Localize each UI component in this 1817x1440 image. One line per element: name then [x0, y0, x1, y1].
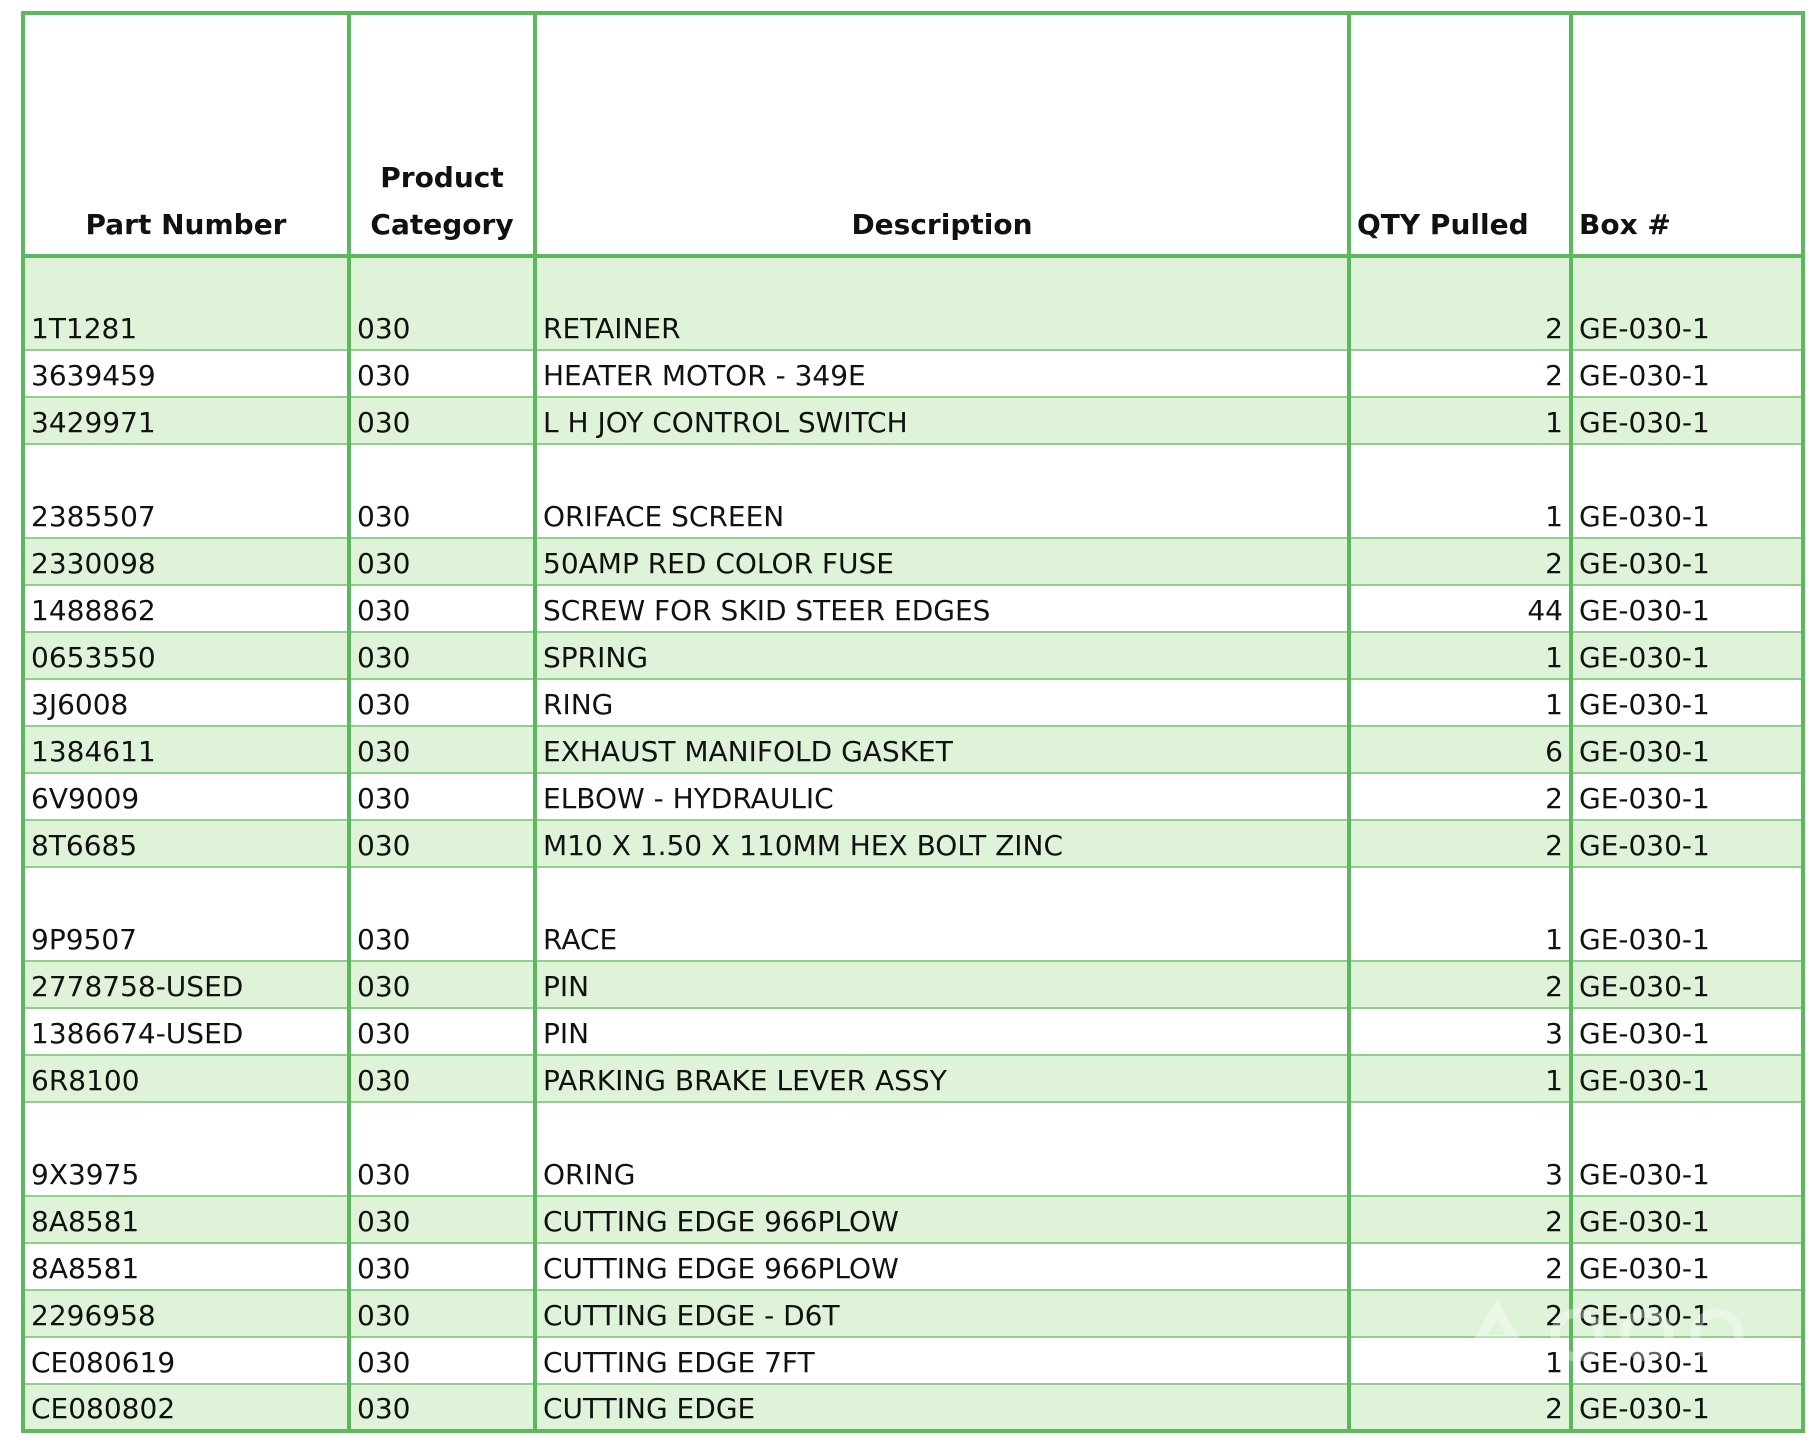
cell-product-category[interactable]: 030 — [349, 961, 535, 1008]
cell-description[interactable]: HEATER MOTOR - 349E — [535, 350, 1349, 397]
cell-description[interactable]: PIN — [535, 961, 1349, 1008]
cell-box[interactable]: GE-030-1 — [1571, 1102, 1803, 1196]
cell-description[interactable]: CUTTING EDGE 7FT — [535, 1337, 1349, 1384]
cell-product-category[interactable]: 030 — [349, 256, 535, 350]
header-product-category-line2: Category — [370, 208, 514, 241]
cell-box[interactable]: GE-030-1 — [1571, 256, 1803, 350]
cell-box[interactable]: GE-030-1 — [1571, 350, 1803, 397]
cell-description[interactable]: EXHAUST MANIFOLD GASKET — [535, 726, 1349, 773]
cell-product-category[interactable]: 030 — [349, 1290, 535, 1337]
cell-box[interactable]: GE-030-1 — [1571, 1290, 1803, 1337]
cell-box[interactable]: GE-030-1 — [1571, 726, 1803, 773]
cell-box[interactable]: GE-030-1 — [1571, 679, 1803, 726]
cell-part-number[interactable]: 2385507 — [23, 444, 349, 538]
cell-qty-pulled[interactable]: 2 — [1349, 820, 1571, 867]
cell-product-category[interactable]: 030 — [349, 585, 535, 632]
cell-qty-pulled[interactable]: 1 — [1349, 867, 1571, 961]
header-part-number[interactable]: Part Number — [23, 13, 349, 256]
cell-description[interactable]: CUTTING EDGE 966PLOW — [535, 1196, 1349, 1243]
cell-product-category[interactable]: 030 — [349, 1008, 535, 1055]
cell-description[interactable]: SCREW FOR SKID STEER EDGES — [535, 585, 1349, 632]
cell-box[interactable]: GE-030-1 — [1571, 1196, 1803, 1243]
cell-qty-pulled[interactable]: 2 — [1349, 1243, 1571, 1290]
cell-box[interactable]: GE-030-1 — [1571, 444, 1803, 538]
cell-qty-pulled[interactable]: 6 — [1349, 726, 1571, 773]
table-row[interactable] — [23, 256, 1803, 350]
cell-description[interactable]: PIN — [535, 1008, 1349, 1055]
cell-product-category[interactable]: 030 — [349, 679, 535, 726]
table-row[interactable] — [23, 1243, 1803, 1290]
table-body — [23, 256, 1803, 1431]
cell-qty-pulled[interactable]: 2 — [1349, 961, 1571, 1008]
cell-product-category[interactable]: 030 — [349, 632, 535, 679]
cell-qty-pulled[interactable]: 2 — [1349, 256, 1571, 350]
table-row[interactable] — [23, 773, 1803, 820]
cell-description[interactable]: ORIFACE SCREEN — [535, 444, 1349, 538]
table-row[interactable] — [23, 632, 1803, 679]
cell-product-category[interactable]: 030 — [349, 1243, 535, 1290]
cell-qty-pulled[interactable]: 2 — [1349, 1384, 1571, 1431]
cell-product-category[interactable]: 030 — [349, 538, 535, 585]
cell-part-number[interactable]: 1488862 — [23, 585, 349, 632]
cell-product-category[interactable]: 030 — [349, 726, 535, 773]
cell-box[interactable]: GE-030-1 — [1571, 632, 1803, 679]
table-row[interactable] — [23, 726, 1803, 773]
cell-part-number[interactable]: 0653550 — [23, 632, 349, 679]
cell-product-category[interactable]: 030 — [349, 1337, 535, 1384]
cell-box[interactable]: GE-030-1 — [1571, 1384, 1803, 1431]
header-box[interactable]: Box # — [1571, 13, 1803, 256]
header-product-category-line1: Product — [380, 161, 504, 194]
cell-part-number[interactable]: 1386674-USED — [23, 1008, 349, 1055]
table-row[interactable] — [23, 1008, 1803, 1055]
table-row[interactable] — [23, 679, 1803, 726]
cell-qty-pulled[interactable]: 2 — [1349, 1196, 1571, 1243]
cell-box[interactable]: GE-030-1 — [1571, 1243, 1803, 1290]
table-row[interactable] — [23, 585, 1803, 632]
cell-description[interactable]: 50AMP RED COLOR FUSE — [535, 538, 1349, 585]
cell-description[interactable]: RACE — [535, 867, 1349, 961]
cell-product-category[interactable]: 030 — [349, 1384, 535, 1431]
cell-box[interactable]: GE-030-1 — [1571, 1337, 1803, 1384]
cell-product-category[interactable]: 030 — [349, 350, 535, 397]
cell-box[interactable]: GE-030-1 — [1571, 1008, 1803, 1055]
table-row[interactable] — [23, 961, 1803, 1008]
cell-qty-pulled[interactable]: 3 — [1349, 1008, 1571, 1055]
table-row[interactable] — [23, 1196, 1803, 1243]
cell-box[interactable]: GE-030-1 — [1571, 773, 1803, 820]
cell-qty-pulled[interactable]: 2 — [1349, 1290, 1571, 1337]
cell-box[interactable]: GE-030-1 — [1571, 397, 1803, 444]
cell-box[interactable]: GE-030-1 — [1571, 867, 1803, 961]
table-row[interactable] — [23, 350, 1803, 397]
cell-qty-pulled[interactable]: 1 — [1349, 397, 1571, 444]
cell-description[interactable]: M10 X 1.50 X 110MM HEX BOLT ZINC — [535, 820, 1349, 867]
cell-description[interactable]: SPRING — [535, 632, 1349, 679]
cell-product-category[interactable]: 030 — [349, 1055, 535, 1102]
cell-part-number[interactable]: 3429971 — [23, 397, 349, 444]
cell-part-number[interactable]: 9P9507 — [23, 867, 349, 961]
cell-description[interactable]: PARKING BRAKE LEVER ASSY — [535, 1055, 1349, 1102]
cell-part-number[interactable]: 2296958 — [23, 1290, 349, 1337]
cell-part-number[interactable]: CE080802 — [23, 1384, 349, 1431]
cell-box[interactable]: GE-030-1 — [1571, 820, 1803, 867]
cell-part-number[interactable]: 3J6008 — [23, 679, 349, 726]
cell-box[interactable]: GE-030-1 — [1571, 538, 1803, 585]
header-product-category[interactable] — [349, 13, 535, 256]
cell-description[interactable]: L H JOY CONTROL SWITCH — [535, 397, 1349, 444]
table-row[interactable] — [23, 867, 1803, 961]
cell-part-number[interactable]: 8A8581 — [23, 1196, 349, 1243]
cell-product-category[interactable]: 030 — [349, 867, 535, 961]
cell-product-category[interactable]: 030 — [349, 1196, 535, 1243]
cell-qty-pulled[interactable]: 2 — [1349, 538, 1571, 585]
cell-box[interactable]: GE-030-1 — [1571, 1055, 1803, 1102]
cell-product-category[interactable]: 030 — [349, 773, 535, 820]
cell-part-number[interactable]: 9X3975 — [23, 1102, 349, 1196]
cell-description[interactable]: RETAINER — [535, 256, 1349, 350]
cell-part-number[interactable]: 8A8581 — [23, 1243, 349, 1290]
cell-part-number[interactable]: 2778758-USED — [23, 961, 349, 1008]
cell-product-category[interactable]: 030 — [349, 1102, 535, 1196]
cell-description[interactable]: ORING — [535, 1102, 1349, 1196]
cell-box[interactable]: GE-030-1 — [1571, 961, 1803, 1008]
cell-part-number[interactable]: 8T6685 — [23, 820, 349, 867]
cell-qty-pulled[interactable]: 1 — [1349, 632, 1571, 679]
cell-qty-pulled[interactable]: 1 — [1349, 679, 1571, 726]
header-description[interactable]: Description — [535, 13, 1349, 256]
cell-part-number[interactable]: 6R8100 — [23, 1055, 349, 1102]
table-row[interactable] — [23, 1055, 1803, 1102]
cell-product-category[interactable]: 030 — [349, 397, 535, 444]
cell-part-number[interactable]: 3639459 — [23, 350, 349, 397]
cell-description[interactable]: CUTTING EDGE — [535, 1384, 1349, 1431]
cell-qty-pulled[interactable]: 1 — [1349, 444, 1571, 538]
cell-qty-pulled[interactable]: 1 — [1349, 1055, 1571, 1102]
cell-part-number[interactable]: 1384611 — [23, 726, 349, 773]
table-row[interactable] — [23, 820, 1803, 867]
table-row[interactable] — [23, 444, 1803, 538]
cell-qty-pulled[interactable]: 2 — [1349, 350, 1571, 397]
cell-qty-pulled[interactable]: 2 — [1349, 773, 1571, 820]
table-row[interactable] — [23, 1337, 1803, 1384]
cell-description[interactable]: CUTTING EDGE 966PLOW — [535, 1243, 1349, 1290]
header-qty-pulled[interactable]: QTY Pulled — [1349, 13, 1571, 256]
cell-box[interactable]: GE-030-1 — [1571, 585, 1803, 632]
cell-part-number[interactable]: CE080619 — [23, 1337, 349, 1384]
cell-product-category[interactable]: 030 — [349, 444, 535, 538]
cell-product-category[interactable]: 030 — [349, 820, 535, 867]
cell-part-number[interactable]: 1T1281 — [23, 256, 349, 350]
table-header — [23, 13, 1803, 256]
parts-table — [21, 11, 1805, 1433]
table-row[interactable] — [23, 1290, 1803, 1337]
header-row — [23, 13, 1803, 256]
cell-description[interactable]: RING — [535, 679, 1349, 726]
cell-description[interactable]: CUTTING EDGE - D6T — [535, 1290, 1349, 1337]
cell-part-number[interactable]: 2330098 — [23, 538, 349, 585]
table-row[interactable] — [23, 538, 1803, 585]
table-row[interactable] — [23, 397, 1803, 444]
cell-qty-pulled[interactable]: 44 — [1349, 585, 1571, 632]
cell-qty-pulled[interactable]: 3 — [1349, 1102, 1571, 1196]
table-row[interactable] — [23, 1102, 1803, 1196]
cell-description[interactable]: ELBOW - HYDRAULIC — [535, 773, 1349, 820]
cell-qty-pulled[interactable]: 1 — [1349, 1337, 1571, 1384]
table-row[interactable] — [23, 1384, 1803, 1431]
cell-part-number[interactable]: 6V9009 — [23, 773, 349, 820]
